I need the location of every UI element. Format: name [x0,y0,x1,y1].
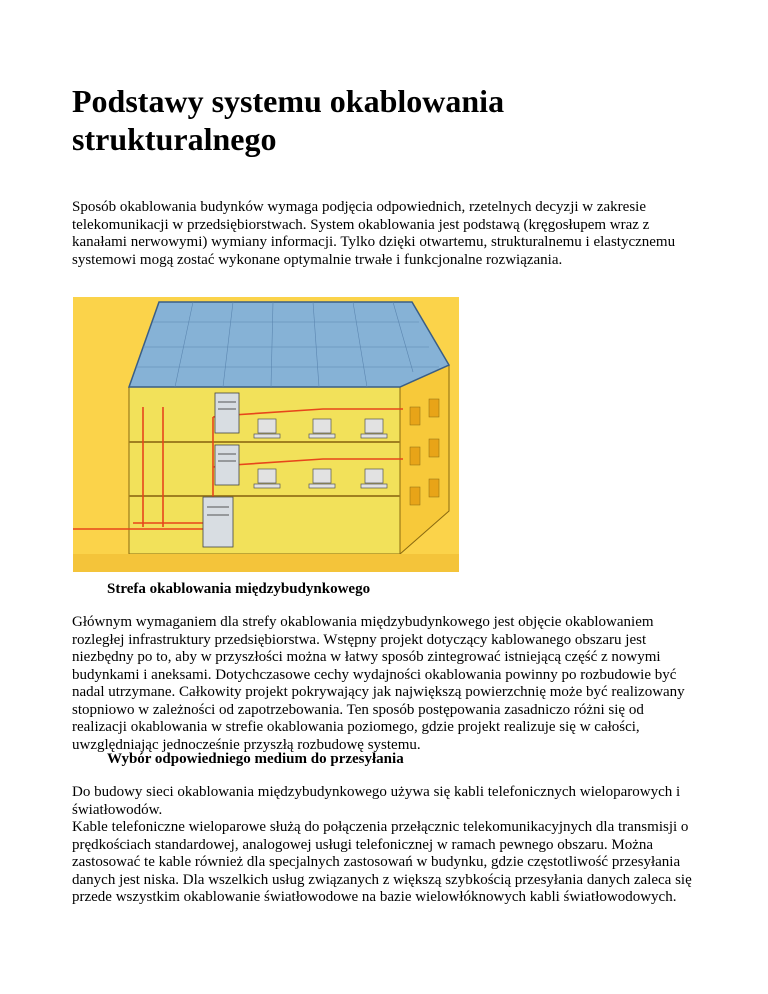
ground [73,554,459,572]
building-illustration-svg [73,297,459,572]
section-heading-interbuilding: Strefa okablowania międzybudynkowego [107,581,371,597]
server-icon-lower [203,497,233,547]
section-body-interbuilding: Głównym wymaganiem dla strefy okablowania międzybudynkowego jest objęcie okablowaniem rozległej infrastruktury przedsiębiorstwa. Wstępny projekt dotyczący kablowanego obszaru jest niezbędny po to, aby w przyszłości można w łatwy sposób zintegrować istniejącą część z nowymi budynkami i aneksami. Dotychczasowe cechy wydajności okablowania powinny po rozbudowie być nadal utrzymane. Całkowity projekt pokrywający jak największą powierzchnię może być realizowany stopniowo w zależności od zapotrzebowania. Ten sposób postępowania zasadniczo różni się od realizacji okablowania w strefie okablowania poziomego, gdzie projekt realizuje się w całości, uwzględniając jednocześnie przyszłą rozbudowę systemu. [72,614,685,753]
server-icon-upper [215,393,239,433]
intro-paragraph: Sposób okablowania budynków wymaga podjęcia odpowiednich, rzetelnych decyzji w zakresie telekomunikacji w przedsiębiorstwach. System okablowania jest podstawą (kręgosłupem wraz z kanałami nerwowymi) wymiany informacji. Tylko dzięki otwartemu, strukturalnemu i elastycznemu systemowi mogą zostać wykonane optymalnie trwałe i funkcjonalne rozwiązania. [72,199,676,268]
building-roof [129,302,449,387]
section-body-medium-p1: Do budowy sieci okablowania międzybudynkowego używa się kabli telefonicznych wieloparowych i światłowodów. [72,784,681,818]
section-body-medium-p2: Kable telefoniczne wieloparowe służą do połączenia przełącznic telekomunikacyjnych dla transmisji o prędkościach standardowej, analogowej usługi telefonicznej w ramach pewnego obszaru. Można zastosować te kable również dla specjalnych zastosowań w budynku, gdzie częstotliwość przesyłania danych jest niska. Dla wszelkich usług związanych z większą szybkością przesyłania danych zaleca się przede wszystkim okablowanie światłowodowe na bazie wielowłóknowych kabli światłowodowych. [72,819,692,905]
section-heading-medium: Wybór odpowiedniego medium do przesyłania [107,751,404,767]
server-icon-middle [215,445,239,485]
building-cabling-illustration [73,297,459,572]
page-title: Podstawy systemu okablowania strukturalnego [72,83,505,157]
